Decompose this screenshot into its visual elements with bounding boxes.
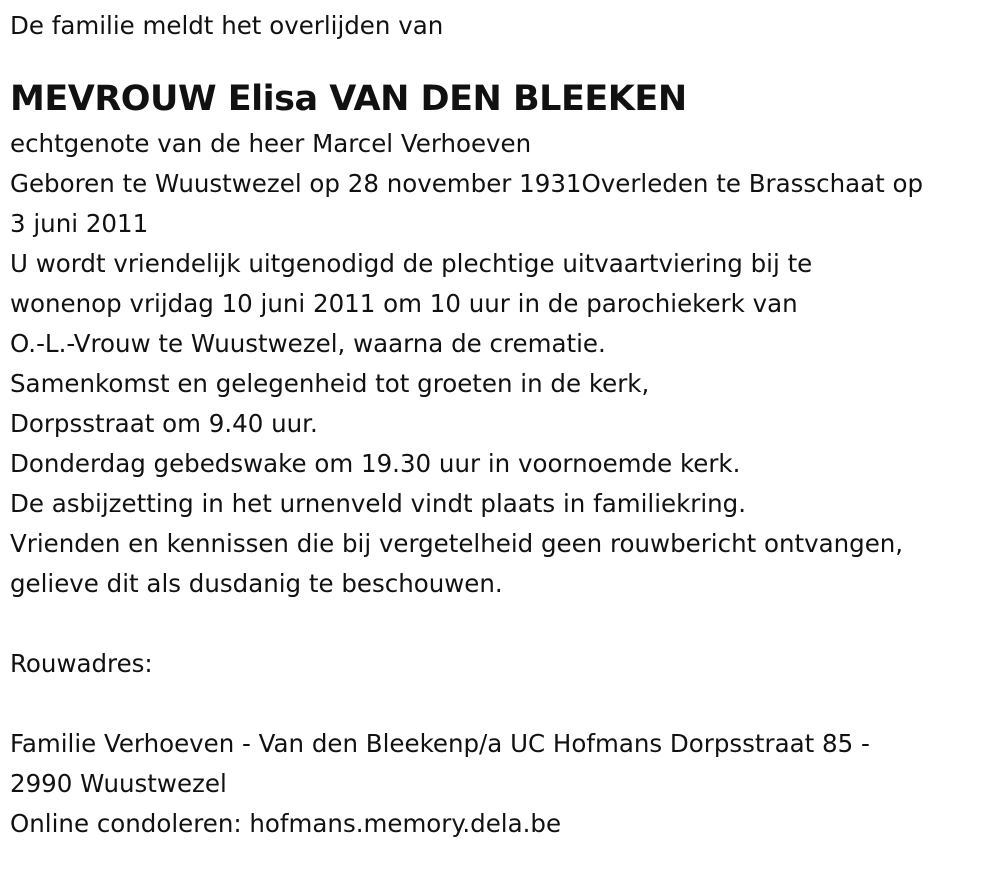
address-label: Rouwadres: bbox=[10, 649, 153, 678]
spacer bbox=[10, 604, 990, 644]
spacer bbox=[10, 684, 990, 724]
body-line-service-date: wonenop vrijdag 10 juni 2011 om 10 uur in de parochiekerk van bbox=[10, 289, 798, 318]
address-line-city: 2990 Wuustwezel bbox=[10, 769, 227, 798]
body-line-spouse: echtgenote van de heer Marcel Verhoeven bbox=[10, 129, 532, 158]
address-line-family: Familie Verhoeven - Van den Bleekenp/a UC Hofmans Dorpsstraat 85 - bbox=[10, 729, 870, 758]
body-line-invitation: U wordt vriendelijk uitgenodigd de plechtige uitvaartviering bij te bbox=[10, 249, 813, 278]
body-line-gathering-time: Dorpsstraat om 9.40 uur. bbox=[10, 409, 318, 438]
body-line-gathering: Samenkomst en gelegenheid tot groeten in de kerk, bbox=[10, 369, 650, 398]
body-line-church: O.-L.-Vrouw te Wuustwezel, waarna de crematie. bbox=[10, 329, 606, 358]
body-line-died-date: 3 juni 2011 bbox=[10, 209, 149, 238]
body-line-friends: Vrienden en kennissen die bij vergetelheid geen rouwbericht ontvangen, bbox=[10, 529, 904, 558]
body-line-interment: De asbijzetting in het urnenveld vindt plaats in familiekring. bbox=[10, 489, 747, 518]
intro-text: De familie meldt het overlijden van bbox=[10, 11, 444, 40]
body-line-wake: Donderdag gebedswake om 19.30 uur in voornoemde kerk. bbox=[10, 449, 741, 478]
body-line-born: Geboren te Wuustwezel op 28 november 1931Overleden te Brasschaat op bbox=[10, 169, 924, 198]
condolence-link[interactable]: Online condoleren: hofmans.memory.dela.be bbox=[10, 809, 562, 838]
body-line-consider: gelieve dit als dusdanig te beschouwen. bbox=[10, 569, 503, 598]
deceased-name: MEVROUW Elisa VAN DEN BLEEKEN bbox=[10, 79, 687, 119]
